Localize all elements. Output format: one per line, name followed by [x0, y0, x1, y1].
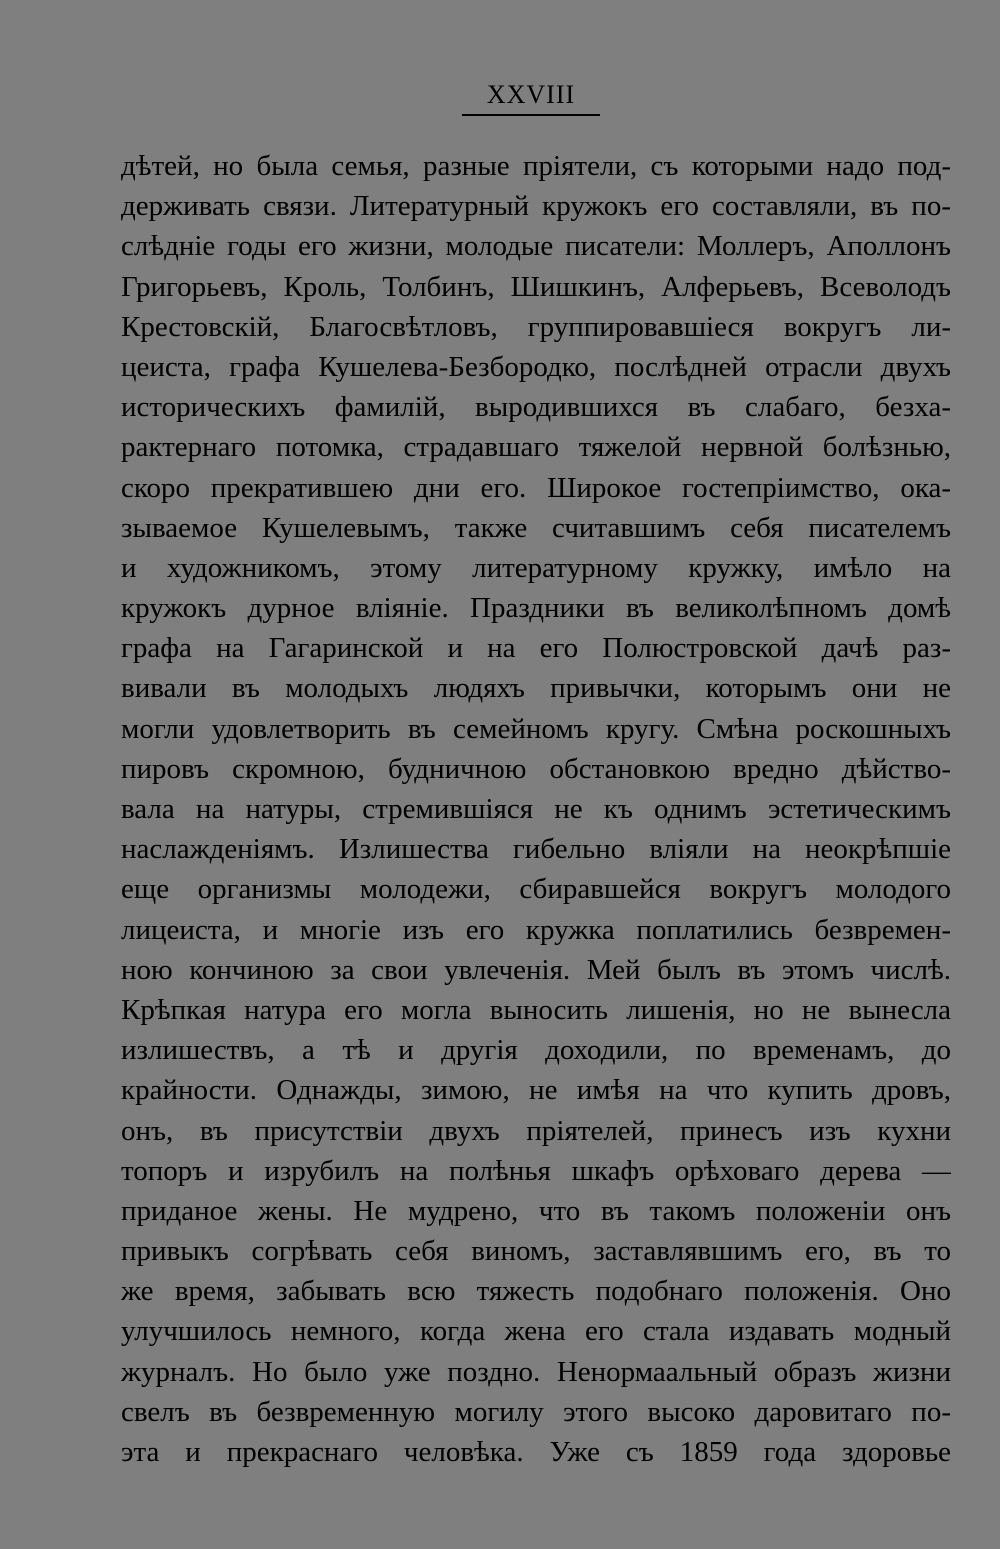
text-line: онъ, въ присутствіи двухъ пріятелей, принесъ изъ кухни — [121, 1114, 951, 1147]
text-line: ною кончиною за свои увлеченія. Мей былъ въ этомъ числѣ. — [121, 953, 951, 986]
text-line: еще организмы молодежи, сбиравшейся вокругъ молодого — [121, 873, 951, 906]
text-line: улучшилось немного, когда жена его стала издавать модный — [121, 1315, 951, 1348]
text-line: лицеиста, и многіе изъ его кружка поплатились безвремен- — [121, 913, 951, 946]
text-line: графа на Гагаринской и на его Полюстровской дачѣ раз- — [121, 632, 951, 665]
text-line: зываемое Кушелевымъ, также считавшимъ себя писателемъ — [121, 511, 951, 544]
text-line: привыкъ согрѣвать себя виномъ, заставлявшимъ его, въ то — [121, 1235, 951, 1268]
text-line: Крѣпкая натура его могла выносить лишенія, но не вынесла — [121, 993, 951, 1026]
text-line: вала на натуры, стремившіяся не къ однимъ эстетическимъ — [121, 793, 951, 825]
text-line: топоръ и изрубилъ на полѣнья шкафъ орѣховаго дерева — — [121, 1154, 951, 1187]
text-line: Крестовскій, Благосвѣтловъ, группировавшіеся вокругъ ли- — [121, 310, 951, 343]
text-line: дѣтей, но была семья, разные пріятели, съ которыми надо под- — [121, 150, 951, 182]
page-number: XXVIII — [486, 80, 576, 109]
text-line: рактернаго потомка, страдавшаго тяжелой нервной болѣзнью, — [121, 431, 951, 464]
text-line: слѣдніе годы его жизни, молодые писатели: Моллеръ, Аполлонъ — [121, 230, 951, 263]
text-line: кружокъ дурное вліяніе. Праздники въ великолѣпномъ домѣ — [121, 592, 951, 625]
text-line: могли удовлетворить въ семейномъ кругу. Смѣна роскошныхъ — [121, 712, 951, 745]
text-line: эта и прекраснаго человѣка. Уже съ 1859 года здоровье — [121, 1436, 951, 1468]
text-line: пировъ скромною, будничною обстановкою вредно дѣйство- — [121, 752, 951, 785]
text-line: же время, забывать всю тяжесть подобнаго положенія. Оно — [121, 1275, 951, 1308]
header-rule — [462, 114, 600, 116]
text-line: держивать связи. Литературный кружокъ его составляли, въ по- — [121, 190, 951, 223]
text-line: крайности. Однажды, зимою, не имѣя на что купить дровъ, — [121, 1074, 951, 1107]
body-text — [121, 146, 951, 1472]
text-line: скоро прекратившею дни его. Широкое гостепріимство, ока- — [121, 471, 951, 504]
text-line: излишествъ, а тѣ и другія доходили, по временамъ, до — [121, 1034, 951, 1067]
text-line: свелъ въ безвременную могилу этого высоко даровитаго по- — [121, 1395, 951, 1428]
text-line: Григорьевъ, Кроль, Толбинъ, Шишкинъ, Алферьевъ, Всеволодъ — [121, 270, 951, 303]
text-line: журналъ. Но было уже поздно. Ненормаальный образъ жизни — [121, 1355, 951, 1388]
text-line: приданое жены. Не мудрено, что въ такомъ положеніи онъ — [121, 1194, 951, 1227]
text-line: и художникомъ, этому литературному кружку, имѣло на — [121, 551, 951, 584]
text-line: историческихъ фамилій, выродившихся въ слабаго, безха- — [121, 391, 951, 424]
text-line: вивали въ молодыхъ людяхъ привычки, которымъ они не — [121, 672, 951, 705]
text-line: наслажденіямъ. Излишества гибельно вліяли на неокрѣпшіе — [121, 833, 951, 866]
text-line: цеиста, графа Кушелева-Безбородко, послѣдней отрасли двухъ — [121, 350, 951, 383]
